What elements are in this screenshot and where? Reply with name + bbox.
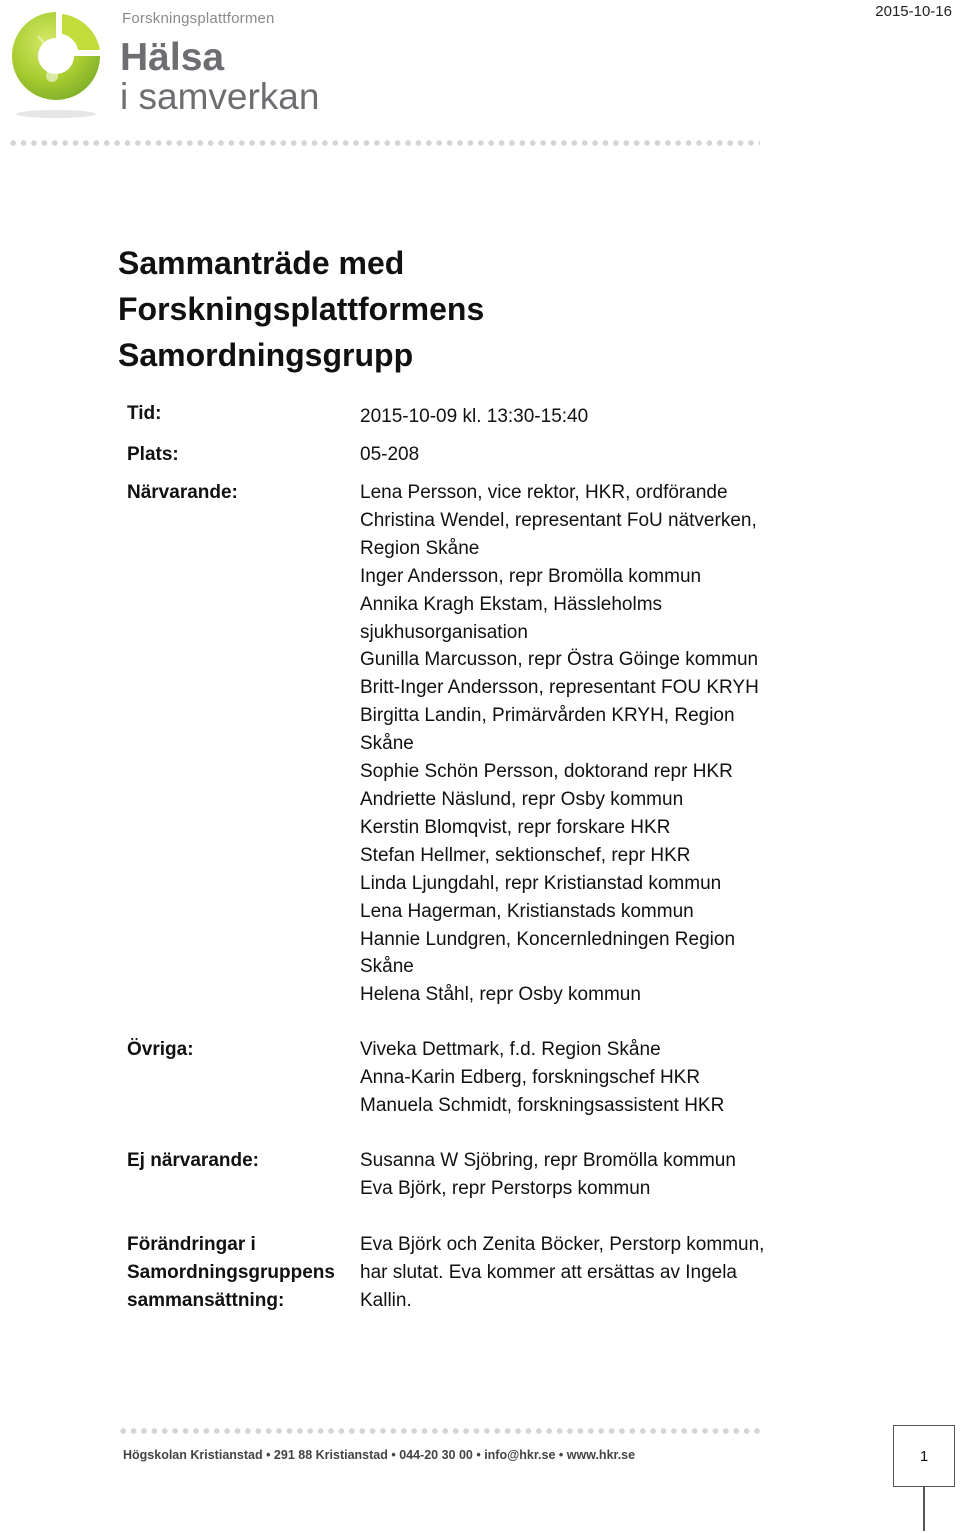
plats-label: Plats: [127, 444, 179, 465]
list-item: Skåne [360, 956, 414, 978]
list-item: Eva Björk, repr Perstorps kommun [360, 1177, 651, 1199]
title-line: Sammanträde med [118, 245, 405, 281]
list-item: sjukhusorganisation [360, 621, 528, 643]
forandringar-text [360, 1231, 764, 1315]
ovriga-list [360, 1036, 724, 1120]
plats-value: 05-208 [360, 444, 420, 465]
paragraph-line: Eva Björk och Zenita Böcker, Perstorp kommun, [360, 1234, 765, 1255]
logo-title-line2: i samverkan [120, 76, 320, 117]
list-item: Region Skåne [360, 537, 480, 559]
list-item: Britt-Inger Andersson, representant FOU KRYH [360, 677, 759, 699]
forandringar-label [127, 1231, 335, 1315]
page-number-box [893, 1425, 955, 1487]
paragraph-line: Kallin. [360, 1289, 412, 1311]
list-item: Lena Hagerman, Kristianstads kommun [360, 900, 694, 922]
title-line: Samordningsgrupp [118, 337, 414, 373]
list-item: Kerstin Blomqvist, repr forskare HKR [360, 816, 671, 838]
dotted-divider-bottom [118, 1427, 764, 1435]
list-item: Inger Andersson, repr Bromölla kommun [360, 565, 702, 587]
label-line: Samordningsgruppens [127, 1262, 335, 1283]
tid-label: Tid: [127, 403, 162, 424]
header-date: 2015-10-16 [875, 3, 952, 20]
tid-value: 2015-10-09 kl. 13:30-15:40 [360, 406, 589, 427]
list-item: Sophie Schön Persson, doktorand repr HKR [360, 761, 733, 783]
paragraph-line: har slutat. Eva kommer att ersättas av Ingela [360, 1261, 738, 1283]
logo-title-line1: Hälsa [120, 36, 225, 79]
logo [8, 6, 368, 126]
dotted-divider-top [8, 139, 760, 147]
narvarande-list [360, 479, 759, 1009]
list-item: Helena Ståhl, repr Osby kommun [360, 984, 641, 1006]
label-line: sammansättning: [127, 1290, 285, 1311]
puzzle-logo-icon [8, 6, 108, 118]
ej-narvarande-label: Ej närvarande: [127, 1150, 259, 1171]
list-item: Viveka Dettmark, f.d. Region Skåne [360, 1039, 661, 1060]
list-item: Manuela Schmidt, forskningsassistent HKR [360, 1094, 725, 1116]
list-item: Linda Ljungdahl, repr Kristianstad kommun [360, 872, 722, 894]
page-number-stem [923, 1487, 925, 1531]
ej-narvarande-list [360, 1147, 736, 1203]
list-item: Skåne [360, 733, 414, 755]
list-item: Gunilla Marcusson, repr Östra Göinge kommun [360, 649, 759, 671]
list-item: Lena Persson, vice rektor, HKR, ordförande [360, 482, 728, 503]
document-title [118, 240, 484, 378]
page-number: 1 [919, 1447, 929, 1465]
list-item: Susanna W Sjöbring, repr Bromölla kommun [360, 1150, 736, 1171]
list-item: Hannie Lundgren, Koncernledningen Region [360, 928, 736, 950]
footer-contact: Högskolan Kristianstad • 291 88 Kristianstad • 044-20 30 00 • info@hkr.se • www.hkr.se [123, 1448, 636, 1462]
label-line: Förändringar i [127, 1234, 256, 1255]
list-item: Annika Kragh Ekstam, Hässleholms [360, 593, 663, 615]
list-item: Anna-Karin Edberg, forskningschef HKR [360, 1066, 701, 1088]
logo-kicker: Forskningsplattformen [122, 10, 275, 27]
list-item: Christina Wendel, representant FoU nätverken, [360, 509, 757, 531]
list-item: Birgitta Landin, Primärvården KRYH, Region [360, 705, 735, 727]
title-line: Forskningsplattformens [118, 291, 485, 327]
ovriga-label: Övriga: [127, 1039, 194, 1060]
narvarande-label: Närvarande: [127, 482, 238, 503]
list-item: Stefan Hellmer, sektionschef, repr HKR [360, 844, 691, 866]
list-item: Andriette Näslund, repr Osby kommun [360, 788, 684, 810]
